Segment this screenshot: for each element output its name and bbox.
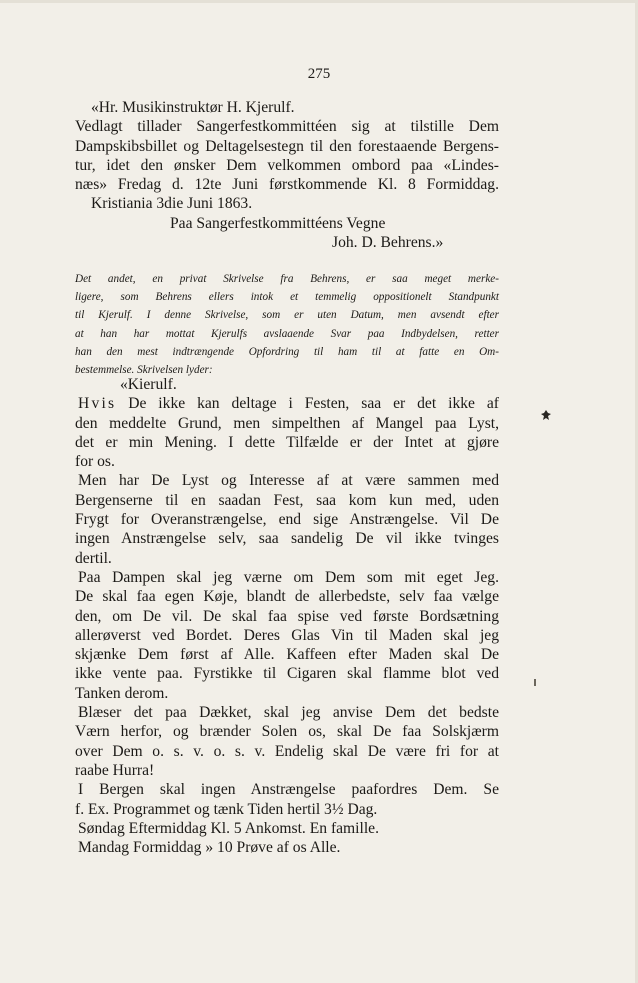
page-number: 275 — [307, 66, 331, 82]
letter-dateline: Kristiania 3die Juni 1863. — [91, 195, 253, 213]
intro-line: bestemmelse. Skrivelsen lyder: — [75, 364, 213, 377]
ink-blot-mark — [540, 409, 552, 421]
editorial-intro — [75, 270, 499, 379]
letter-salutation: «Kierulf. — [120, 376, 177, 393]
letter-invitation — [75, 98, 499, 252]
text-line: Værn herfor, og brænder Solen os, skal De faa Solskjærm — [75, 723, 499, 741]
text-line: Vedlagt tillader Sangerfestkommittéen sig at tilstille Dem — [75, 118, 499, 136]
text-line: ikke vente paa. Fyrstikke til Cigaren skal flamme blot ved — [75, 665, 499, 683]
text-line: allerøverst ved Bordet. Deres Glas Vin til Maden skal jeg — [75, 626, 499, 644]
text-line — [75, 394, 499, 413]
text-line: det er min Mening. I dette Tilfælde er der Intet at gjøre — [75, 433, 499, 451]
page-edge-top — [0, 0, 638, 3]
ink-tick-mark — [534, 679, 536, 686]
text-line: Søndag Eftermiddag Kl. 5 Ankomst. En famille. — [78, 819, 380, 837]
text-line: f. Ex. Programmet og tænk Tiden hertil 3½ Dag. — [75, 800, 378, 818]
text-line: Tanken derom. — [75, 684, 169, 702]
intro-line: han den mest indtrængende Opfordring til ham til at fatte en Om- — [75, 345, 499, 358]
text-line: I Bergen skal ingen Anstrængelse paafordres Dem. Se — [78, 781, 499, 799]
text-line: skjænke Dem først af Alle. Kaffeen efter Maden skal De — [75, 646, 499, 664]
text-line: Frygt for Overanstrængelse, end sige Anstrængelse. Vil De — [75, 511, 499, 529]
text-line: for os. — [75, 453, 115, 471]
spaced-word: Hvis — [78, 395, 117, 413]
intro-line: ligere, som Behrens ellers intok et temmelig oppositionelt Standpunkt — [75, 291, 499, 304]
text-line: Dampskibsbillet og Deltagelsestegn til den forestaaende Bergens- — [75, 137, 499, 155]
text-line: tur, idet den ønsker Dem velkommen ombord paa «Lindes- — [75, 156, 499, 174]
text-line: ingen Anstrængelse selv, saa sandelig De vil ikke tvinges — [75, 530, 499, 548]
letter-salutation: «Hr. Musikinstruktør H. Kjerulf. — [91, 99, 295, 116]
text-line: over Dem o. s. v. o. s. v. Endelig skal De være fri for at — [75, 742, 499, 760]
text-line: den meddelte Grund, men simpelthen af Mangel paa Lyst, — [75, 414, 499, 432]
text-line: De skal faa egen Køje, blandt de allerbedste, selv faa vælge — [75, 588, 499, 606]
letter-signature: Joh. D. Behrens.» — [332, 234, 444, 252]
text-line: Bergenserne til en saadan Fest, saa kom kun med, uden — [75, 491, 499, 509]
text-line: Paa Dampen skal jeg værne om Dem som mit eget Jeg. — [78, 568, 499, 586]
text-line: Mandag Formiddag » 10 Prøve af os Alle. — [78, 839, 341, 857]
text-line: dertil. — [75, 549, 112, 567]
intro-line: Det andet, en privat Skrivelse fra Behrens, er saa meget merke- — [75, 273, 499, 285]
text-line: raabe Hurra! — [75, 761, 155, 779]
text-line: næs» Fredag d. 12te Juni førstkommende Kl. 8 Formiddag. — [75, 176, 499, 194]
text-line: Blæser det paa Dækket, skal jeg anvise Dem det bedste — [78, 704, 499, 722]
text-fragment: De ikke kan deltage i Festen, saa er det ikke af — [128, 395, 499, 413]
text-line: Men har De Lyst og Interesse af at være sammen med — [78, 472, 499, 490]
letter-closing: Paa Sangerfestkommittéens Vegne — [170, 214, 386, 232]
intro-line: til Kjerulf. I denne Skrivelse, som er uten Datum, men avsendt efter — [75, 309, 499, 322]
text-line: den, om De vil. De skal faa spise ved første Bordsætning — [75, 607, 499, 625]
intro-line: at han har mottat Kjerulfs avslaaende Svar paa Indbydelsen, retter — [75, 327, 499, 340]
letter-private — [75, 375, 499, 857]
